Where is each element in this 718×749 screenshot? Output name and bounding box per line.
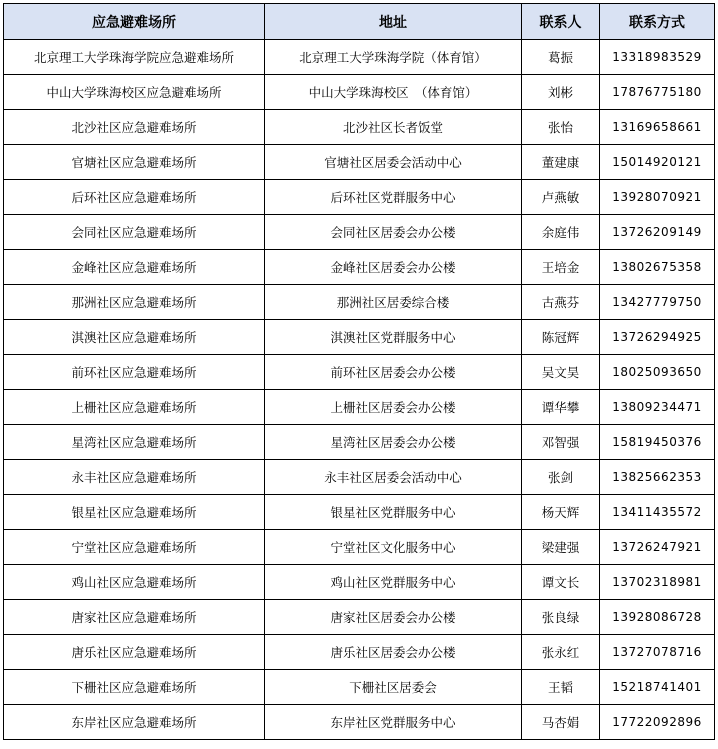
contact-person-cell: 马杏娟 <box>522 705 600 740</box>
address-cell: 星湾社区居委会办公楼 <box>265 425 522 460</box>
phone-cell: 13726294925 <box>600 320 715 355</box>
phone-cell: 15218741401 <box>600 670 715 705</box>
phone-cell: 13411435572 <box>600 495 715 530</box>
shelter-name-cell: 官塘社区应急避难场所 <box>4 145 265 180</box>
table-row <box>4 425 715 460</box>
header-address: 地址 <box>265 4 522 40</box>
phone-cell: 13928086728 <box>600 600 715 635</box>
phone-cell: 13928070921 <box>600 180 715 215</box>
contact-person-cell: 卢燕敏 <box>522 180 600 215</box>
table-row <box>4 705 715 740</box>
shelter-name-cell: 星湾社区应急避难场所 <box>4 425 265 460</box>
phone-cell: 13726209149 <box>600 215 715 250</box>
header-row <box>4 4 715 40</box>
address-cell: 永丰社区居委会活动中心 <box>265 460 522 495</box>
table-row <box>4 565 715 600</box>
table-row <box>4 600 715 635</box>
shelter-name-cell: 淇澳社区应急避难场所 <box>4 320 265 355</box>
address-cell: 鸡山社区党群服务中心 <box>265 565 522 600</box>
address-cell: 金峰社区居委会办公楼 <box>265 250 522 285</box>
table-row <box>4 530 715 565</box>
shelter-name-cell: 鸡山社区应急避难场所 <box>4 565 265 600</box>
contact-person-cell: 梁建强 <box>522 530 600 565</box>
shelter-table <box>3 3 715 740</box>
phone-cell: 15014920121 <box>600 145 715 180</box>
phone-cell: 13318983529 <box>600 40 715 75</box>
shelter-name-cell: 东岸社区应急避难场所 <box>4 705 265 740</box>
shelter-name-cell: 银星社区应急避难场所 <box>4 495 265 530</box>
contact-person-cell: 葛振 <box>522 40 600 75</box>
contact-person-cell: 张怡 <box>522 110 600 145</box>
table-row <box>4 635 715 670</box>
address-cell: 中山大学珠海校区 （体育馆） <box>265 75 522 110</box>
contact-person-cell: 王培金 <box>522 250 600 285</box>
address-cell: 唐乐社区居委会办公楼 <box>265 635 522 670</box>
address-cell: 官塘社区居委会活动中心 <box>265 145 522 180</box>
shelter-name-cell: 北京理工大学珠海学院应急避难场所 <box>4 40 265 75</box>
contact-person-cell: 古燕芬 <box>522 285 600 320</box>
phone-cell: 13169658661 <box>600 110 715 145</box>
address-cell: 银星社区党群服务中心 <box>265 495 522 530</box>
table-row <box>4 215 715 250</box>
contact-person-cell: 张良绿 <box>522 600 600 635</box>
header-contact: 联系人 <box>522 4 600 40</box>
header-phone: 联系方式 <box>600 4 715 40</box>
shelter-name-cell: 唐乐社区应急避难场所 <box>4 635 265 670</box>
contact-person-cell: 张剑 <box>522 460 600 495</box>
contact-person-cell: 董建康 <box>522 145 600 180</box>
phone-cell: 13802675358 <box>600 250 715 285</box>
table-row <box>4 355 715 390</box>
shelter-name-cell: 前环社区应急避难场所 <box>4 355 265 390</box>
table-row <box>4 495 715 530</box>
address-cell: 会同社区居委会办公楼 <box>265 215 522 250</box>
table-row <box>4 145 715 180</box>
address-cell: 北京理工大学珠海学院（体育馆） <box>265 40 522 75</box>
address-cell: 唐家社区居委会办公楼 <box>265 600 522 635</box>
shelter-name-cell: 上栅社区应急避难场所 <box>4 390 265 425</box>
table-row <box>4 110 715 145</box>
shelter-name-cell: 唐家社区应急避难场所 <box>4 600 265 635</box>
phone-cell: 15819450376 <box>600 425 715 460</box>
address-cell: 后环社区党群服务中心 <box>265 180 522 215</box>
shelter-name-cell: 下栅社区应急避难场所 <box>4 670 265 705</box>
contact-person-cell: 吴文昊 <box>522 355 600 390</box>
phone-cell: 13702318981 <box>600 565 715 600</box>
address-cell: 上栅社区居委会办公楼 <box>265 390 522 425</box>
address-cell: 北沙社区长者饭堂 <box>265 110 522 145</box>
contact-person-cell: 王韬 <box>522 670 600 705</box>
shelter-name-cell: 金峰社区应急避难场所 <box>4 250 265 285</box>
table-row <box>4 40 715 75</box>
address-cell: 东岸社区党群服务中心 <box>265 705 522 740</box>
phone-cell: 13809234471 <box>600 390 715 425</box>
shelter-name-cell: 后环社区应急避难场所 <box>4 180 265 215</box>
table-header <box>4 4 715 40</box>
address-cell: 宁堂社区文化服务中心 <box>265 530 522 565</box>
shelter-name-cell: 中山大学珠海校区应急避难场所 <box>4 75 265 110</box>
phone-cell: 17722092896 <box>600 705 715 740</box>
contact-person-cell: 谭华攀 <box>522 390 600 425</box>
address-cell: 那洲社区居委综合楼 <box>265 285 522 320</box>
contact-person-cell: 邓智强 <box>522 425 600 460</box>
address-cell: 淇澳社区党群服务中心 <box>265 320 522 355</box>
shelter-name-cell: 宁堂社区应急避难场所 <box>4 530 265 565</box>
phone-cell: 17876775180 <box>600 75 715 110</box>
table-row <box>4 390 715 425</box>
contact-person-cell: 余庭伟 <box>522 215 600 250</box>
table-row <box>4 285 715 320</box>
contact-person-cell: 谭文长 <box>522 565 600 600</box>
phone-cell: 13727078716 <box>600 635 715 670</box>
shelter-name-cell: 永丰社区应急避难场所 <box>4 460 265 495</box>
table-row <box>4 320 715 355</box>
table-row <box>4 460 715 495</box>
address-cell: 前环社区居委会办公楼 <box>265 355 522 390</box>
address-cell: 下栅社区居委会 <box>265 670 522 705</box>
shelter-name-cell: 那洲社区应急避难场所 <box>4 285 265 320</box>
phone-cell: 13427779750 <box>600 285 715 320</box>
table-body <box>4 40 715 740</box>
table-row <box>4 180 715 215</box>
phone-cell: 13825662353 <box>600 460 715 495</box>
phone-cell: 13726247921 <box>600 530 715 565</box>
header-shelter: 应急避难场所 <box>4 4 265 40</box>
contact-person-cell: 张永红 <box>522 635 600 670</box>
table-row <box>4 75 715 110</box>
table-row <box>4 670 715 705</box>
table-row <box>4 250 715 285</box>
phone-cell: 18025093650 <box>600 355 715 390</box>
shelter-name-cell: 会同社区应急避难场所 <box>4 215 265 250</box>
contact-person-cell: 杨天辉 <box>522 495 600 530</box>
contact-person-cell: 陈冠辉 <box>522 320 600 355</box>
contact-person-cell: 刘彬 <box>522 75 600 110</box>
shelter-name-cell: 北沙社区应急避难场所 <box>4 110 265 145</box>
